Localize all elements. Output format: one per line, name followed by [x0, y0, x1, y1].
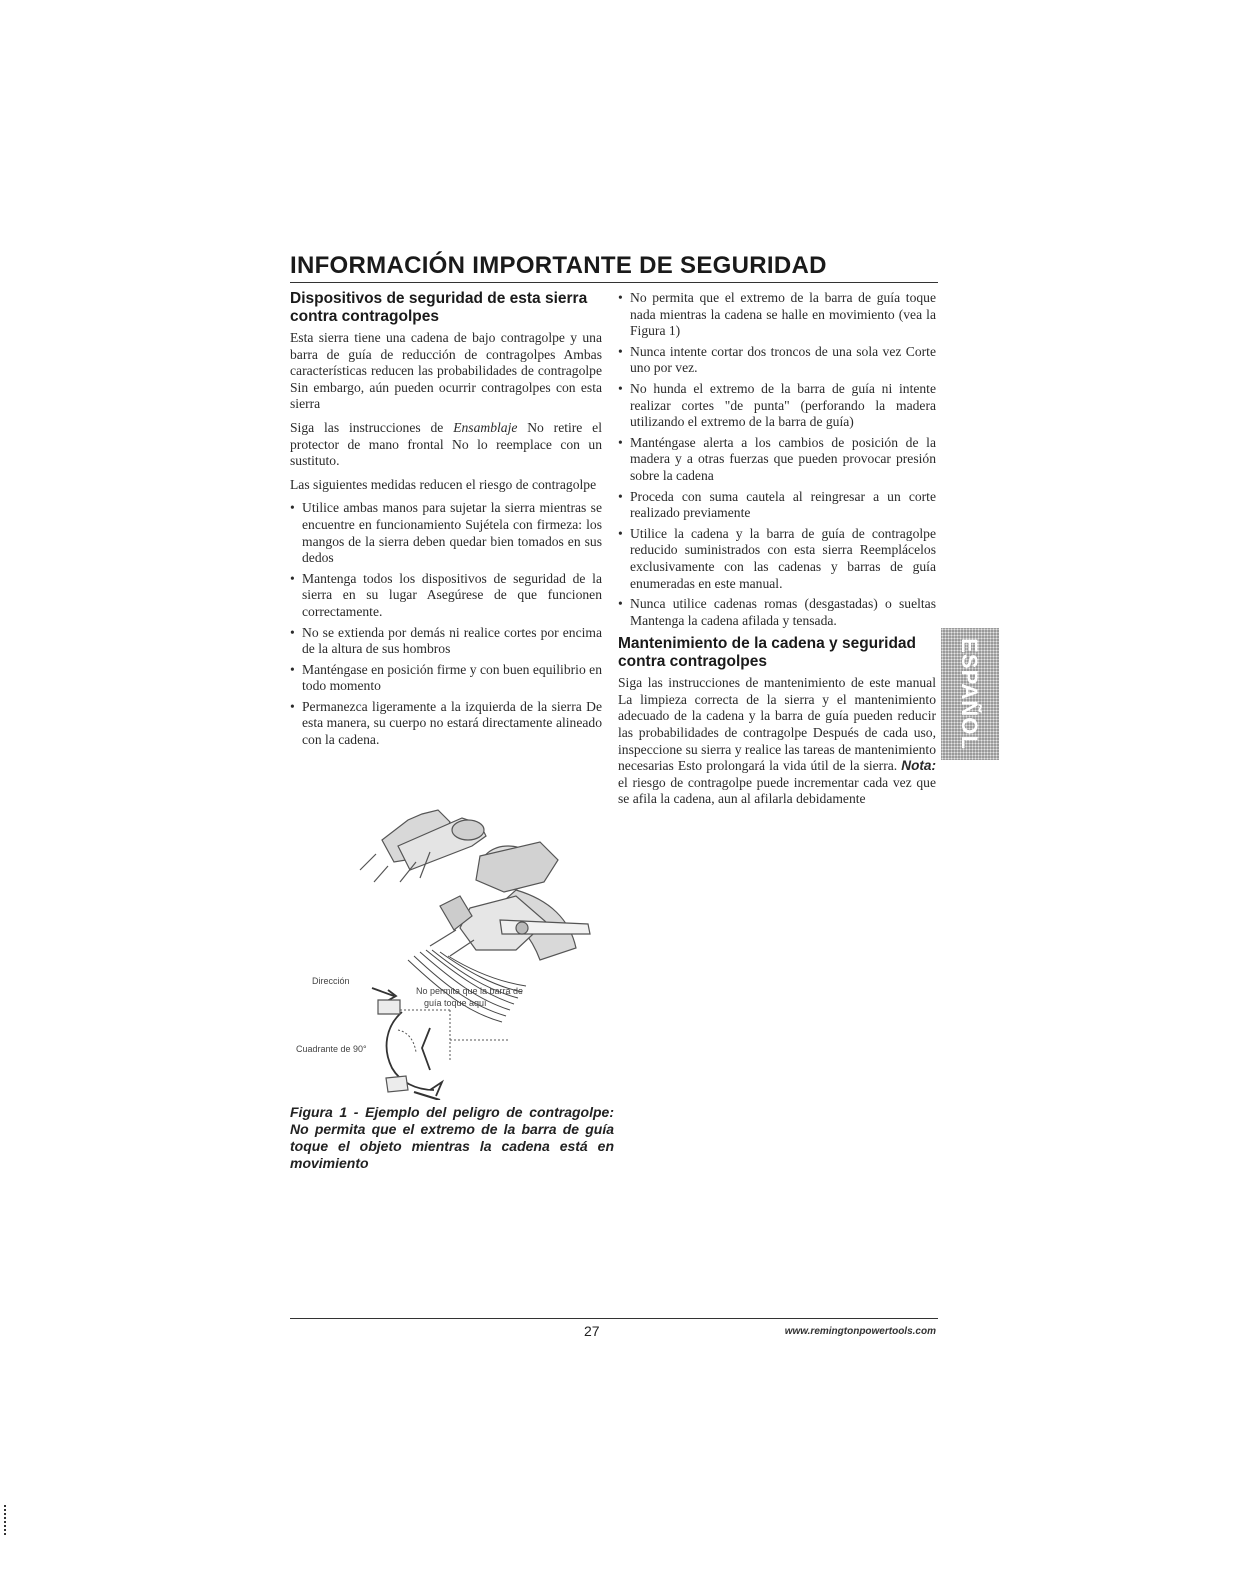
left-bullet-list [290, 500, 602, 748]
figure-caption: Figura 1 - Ejemplo del peligro de contragolpe: No permita que el extremo de la barra de guía toque el objeto mientras la cadena está en movimiento [290, 1104, 614, 1171]
footer-rule [290, 1318, 938, 1319]
list-item: • Proceda con suma cautela al reingresar a un corte realizado previamente [618, 489, 936, 522]
language-side-tab-label: ESPAÑOL [957, 638, 982, 750]
section-heading-kickback-devices: Dispositivos de seguridad de esta sierra contra contragolpes [290, 290, 588, 325]
label-no-touch-line1: No permita que la barra de [416, 986, 524, 996]
page-title: INFORMACIÓN IMPORTANTE DE SEGURIDAD [290, 252, 827, 279]
left-column [290, 290, 602, 753]
label-no-touch-line2: guía toque aquí [424, 998, 487, 1008]
paragraph-measures: Las siguientes medidas reducen el riesgo de contragolpe [290, 476, 597, 492]
assembly-reference: Ensamblaje [453, 419, 518, 435]
scan-edge-mark [4, 1505, 9, 1535]
list-item: • Nunca utilice cadenas romas (desgastadas) o sueltas Mantenga la cadena afilada y tensada. [618, 596, 936, 629]
assembly-text-before: Siga las instrucciones de [290, 419, 444, 435]
list-item: • Nunca intente cortar dos troncos de una sola vez Corte uno por vez. [618, 344, 936, 377]
nota-label: Nota: [901, 758, 936, 774]
list-item: • No se extienda por demás ni realice cortes por encima de la altura de sus hombros [290, 625, 602, 658]
chainsaw-illustration [290, 800, 620, 1100]
section-heading-chain-maintenance: Mantenimiento de la cadena y seguridad contra contragolpes [618, 635, 917, 671]
list-item: • Permanezca ligeramente a la izquierda de la sierra De esta manera, su cuerpo no estará directamente alineado con la cadena. [290, 699, 602, 749]
paragraph-assembly [290, 420, 602, 470]
paragraph-maintenance [618, 675, 936, 808]
list-item: • No hunda el extremo de la barra de guía ni intente realizar cortes "de punta" (perforando la madera utilizando el extremo de la barra de guía) [618, 381, 936, 431]
title-rule [290, 282, 938, 283]
kickback-figure [290, 800, 620, 1100]
right-bullet-list [618, 290, 936, 629]
label-direction: Dirección [312, 976, 350, 986]
list-item: • No permita que el extremo de la barra de guía toque nada mientras la cadena se halle en movimiento (vea la Figura 1) [618, 290, 936, 340]
list-item: • Utilice ambas manos para sujetar la sierra mientras se encuentre en funcionamiento Sujétela con firmeza: los mangos de la sierra deben quedar bien tomados en sus dedos [290, 500, 602, 566]
list-item: • Manténgase alerta a los cambios de posición de la madera y a otras fuerzas que pueden provocar presión sobre la cadena [618, 435, 936, 485]
language-side-tab [941, 628, 999, 760]
list-item: • Utilice la cadena y la barra de guía de contragolpe reducido suministrados con esta sierra Reemplácelos exclusivamente con las cadenas y barras de guía enumeradas en este manual. [618, 526, 936, 592]
list-item: • Manténgase en posición firme y con buen equilibrio en todo momento [290, 662, 602, 695]
right-column [618, 290, 936, 815]
nota-text: el riesgo de contragolpe puede incrementar cada vez que se afila la cadena, aun al afilarla debidamente [618, 774, 936, 807]
paragraph-intro: Esta sierra tiene una cadena de bajo contragolpe y una barra de guía de reducción de contragolpes Ambas características reducen las probabilidades de contragolpe Sin embargo, aún pueden ocurrir contragolpes con esta sierra [290, 330, 602, 412]
label-quadrant: Cuadrante de 90° [296, 1044, 367, 1054]
page-number: 27 [584, 1323, 600, 1339]
website-url: www.remingtonpowertools.com [784, 1326, 936, 1337]
list-item: • Mantenga todos los dispositivos de seguridad de la sierra en su lugar Asegúrese de que funcionen correctamente. [290, 571, 602, 621]
assembly-text-after: No retire el protector de mano frontal No lo reemplace con un sustituto. [290, 419, 602, 469]
maintenance-text: Siga las instrucciones de mantenimiento de este manual La limpieza correcta de la sierra y el mantenimiento adecuado de la cadena y la barra de guía pueden reducir las probabilidades de contragolpe Después de cada uso, inspeccione su sierra y realice las tareas de mantenimiento necesarias Esto prolongará la vida útil de la sierra. [618, 675, 936, 774]
